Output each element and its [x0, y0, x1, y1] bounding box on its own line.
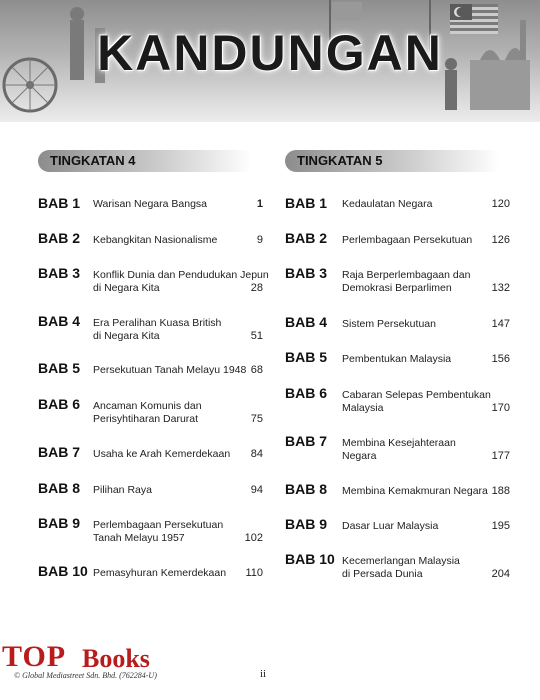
page-number: ii: [260, 668, 267, 680]
left-bab-4-label: BAB 4: [38, 313, 81, 329]
right-bab-3-title-line-2: Demokrasi Berparlimen: [342, 282, 452, 294]
left-bab-6-label: BAB 6: [38, 396, 81, 412]
left-bab-1-title: Warisan Negara Bangsa: [93, 198, 208, 210]
right-bab-7-page: 177: [491, 450, 510, 462]
logo-top-text: TOP: [2, 640, 67, 673]
left-bab-5-page: 68: [250, 364, 263, 376]
left-bab-4-page: 51: [250, 330, 263, 342]
right-bab-5-page: 156: [491, 353, 510, 365]
left-bab-3-label: BAB 3: [38, 265, 81, 281]
tingkatan-4-heading: [38, 150, 252, 172]
right-bab-3-title-line-1: Raja Berperlembagaan dan: [342, 269, 471, 281]
copyright-notice: © Global Mediastreet Sdn. Bhd. (762284-U): [14, 671, 157, 680]
left-bab-6-title-line-1: Ancaman Komunis dan: [93, 400, 202, 412]
page-title: KANDUNGAN: [97, 25, 443, 81]
left-bab-9-page: 102: [244, 532, 263, 544]
right-bab-4-page: 147: [491, 318, 510, 330]
right-bab-10-title-line-2: di Persada Dunia: [342, 568, 423, 580]
left-bab-7-title: Usaha ke Arah Kemerdekaan: [93, 448, 231, 460]
tingkatan-5-label: TINGKATAN 5: [297, 153, 383, 168]
left-bab-5-label: BAB 5: [38, 360, 81, 376]
right-bab-10-title-line-1: Kecemerlangan Malaysia: [342, 555, 460, 567]
left-bab-2-page: 9: [256, 234, 263, 246]
right-bab-2-title: Perlembagaan Persekutuan: [342, 234, 473, 246]
left-bab-10-title: Pemasyhuran Kemerdekaan: [93, 567, 227, 579]
left-bab-1-label: BAB 1: [38, 195, 81, 211]
left-bab-10-label: BAB 10: [38, 563, 88, 579]
right-bab-1-page: 120: [491, 198, 510, 210]
right-bab-8-title: Membina Kemakmuran Negara: [342, 485, 488, 497]
right-bab-2-page: 126: [491, 234, 510, 246]
right-bab-7-title-line-1: Membina Kesejahteraan: [342, 437, 456, 449]
left-bab-6-page: 75: [250, 413, 263, 425]
right-bab-7-title-line-2: Negara: [342, 450, 377, 462]
left-bab-1-page: 1: [256, 198, 263, 210]
left-bab-3-page: 28: [250, 282, 263, 294]
left-bab-2-title: Kebangkitan Nasionalisme: [93, 234, 218, 246]
header-banner: [0, 0, 540, 122]
right-bab-6-title-line-2: Malaysia: [342, 402, 384, 414]
right-bab-10-label: BAB 10: [285, 551, 335, 567]
logo-books-text: Books: [82, 644, 150, 673]
right-bab-9-title: Dasar Luar Malaysia: [342, 520, 439, 532]
left-bab-3-title-line-2: di Negara Kita: [93, 282, 160, 294]
right-bab-3-page: 132: [491, 282, 510, 294]
left-bab-6-title-line-2: Perisyhtiharan Darurat: [93, 413, 199, 425]
right-bab-5-label: BAB 5: [285, 349, 328, 365]
right-bab-1-label: BAB 1: [285, 195, 328, 211]
right-bab-3-label: BAB 3: [285, 265, 328, 281]
left-bab-5-title: Persekutuan Tanah Melayu 1948: [93, 364, 247, 376]
left-bab-9-title-line-1: Perlembagaan Persekutuan: [93, 519, 224, 531]
right-bab-6-label: BAB 6: [285, 385, 328, 401]
right-bab-4-title: Sistem Persekutuan: [342, 318, 436, 330]
left-bab-2-label: BAB 2: [38, 230, 81, 246]
left-bab-8-page: 94: [250, 484, 263, 496]
left-bab-8-label: BAB 8: [38, 480, 81, 496]
left-bab-7-label: BAB 7: [38, 444, 81, 460]
right-bab-9-label: BAB 9: [285, 516, 328, 532]
left-bab-9-title-line-2: Tanah Melayu 1957: [93, 532, 185, 544]
right-bab-5-title: Pembentukan Malaysia: [342, 353, 452, 365]
right-bab-8-page: 188: [491, 485, 510, 497]
right-bab-10-page: 204: [491, 568, 510, 580]
right-bab-6-page: 170: [491, 402, 510, 414]
left-bab-7-page: 84: [250, 448, 263, 460]
right-bab-4-label: BAB 4: [285, 314, 328, 330]
left-bab-8-title: Pilihan Raya: [93, 484, 152, 496]
left-bab-9-label: BAB 9: [38, 515, 81, 531]
right-bab-6-title-line-1: Cabaran Selepas Pembentukan: [342, 389, 491, 401]
left-bab-4-title-line-2: di Negara Kita: [93, 330, 160, 342]
left-bab-3-title-line-1: Konflik Dunia dan Pendudukan Jepun: [93, 269, 269, 281]
right-bab-8-label: BAB 8: [285, 481, 328, 497]
left-bab-10-page: 110: [245, 567, 263, 579]
left-bab-4-title-line-1: Era Peralihan Kuasa British: [93, 317, 222, 329]
tingkatan-4-label: TINGKATAN 4: [50, 153, 136, 168]
right-bab-1-title: Kedaulatan Negara: [342, 198, 433, 210]
right-bab-2-label: BAB 2: [285, 230, 328, 246]
right-bab-9-page: 195: [491, 520, 510, 532]
right-bab-7-label: BAB 7: [285, 433, 328, 449]
tingkatan-5-heading: [285, 150, 499, 172]
